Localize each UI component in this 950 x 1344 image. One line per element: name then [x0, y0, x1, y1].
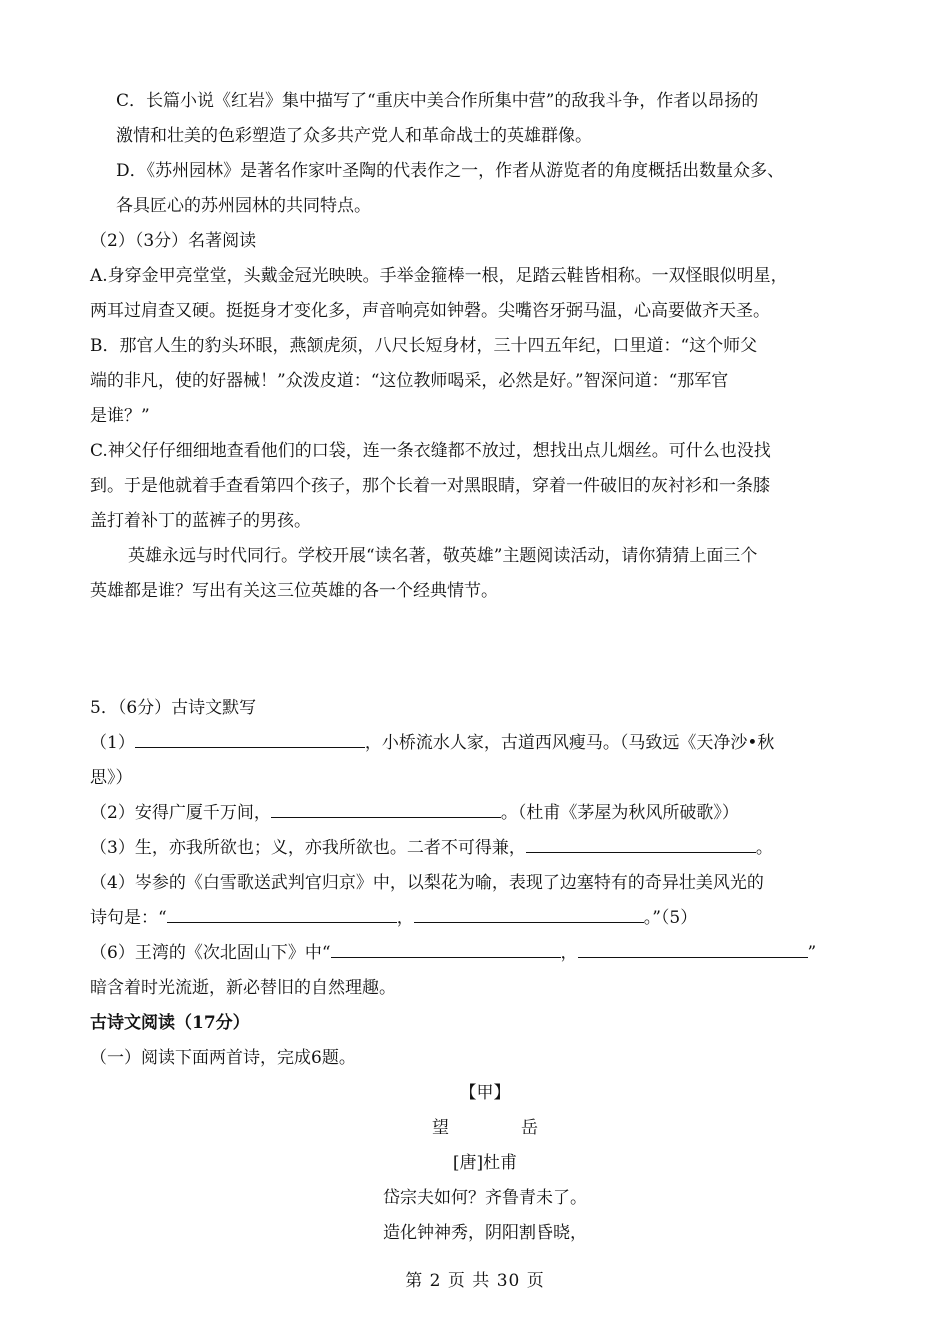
poem-label: 【甲】 [459, 1083, 511, 1103]
passage-c-line-1: C.神父仔仔细细地查看他们的口袋，连一条衣缝都不放过，想找出点儿烟丝。可什么也没找 [90, 441, 771, 461]
passage-a-line-1: A.身穿金甲亮堂堂，头戴金冠光映映。手举金箍棒一根，足踏云鞋皆相称。一双怪眼似明星， [90, 266, 788, 286]
option-c-line-1: C．长篇小说《红岩》集中描写了“重庆中美合作所集中营”的敌我斗争，作者以昂扬的 [116, 91, 759, 111]
poem-verse-1: 岱宗夫如何？齐鲁青未了。 [383, 1188, 587, 1208]
recitation-item-4: （4）岑参的《白雪歌送武判官归京》中，以梨花为喻，表现了边塞特有的奇异壮美风光的 [90, 873, 764, 893]
answer-blank-2[interactable] [271, 799, 501, 818]
question-prompt-line-2: 英雄都是谁？写出有关这三位英雄的各一个经典情节。 [90, 581, 498, 601]
page-footer: 第 2 页 共 30 页 [405, 1271, 545, 1291]
question-2-header: （2）（3分）名著阅读 [90, 231, 257, 251]
answer-blank-4b[interactable] [414, 904, 644, 923]
answer-blank-6a[interactable] [331, 939, 561, 958]
reading-intro: （一）阅读下面两首诗，完成6题。 [90, 1048, 356, 1068]
answer-blank-4a[interactable] [167, 904, 397, 923]
poem-author: [唐]杜甫 [452, 1153, 518, 1173]
document-page [90, 84, 880, 1251]
item-6-mid: ， [560, 943, 578, 963]
section-title: 古诗文阅读（17分） [90, 1013, 250, 1033]
item-4-mid: ， [396, 908, 414, 928]
question-prompt-line-1: 英雄永远与时代同行。学校开展“读名著，敬英雄”主题阅读活动，请你猜猜上面三个 [128, 546, 758, 566]
item-3-suffix: 。 [755, 838, 773, 858]
item-3-prefix: （3）生，亦我所欲也；义，亦我所欲也。二者不可得兼， [90, 838, 526, 858]
recitation-item-3 [90, 831, 880, 866]
poem-title-char-2: 岳 [521, 1118, 538, 1138]
recitation-item-6 [90, 936, 880, 971]
recitation-item-4-cont [90, 901, 880, 936]
poem-verse-2: 造化钟神秀，阴阳割昏晓， [383, 1223, 587, 1243]
recitation-item-2 [90, 796, 880, 831]
item-6-prefix: （6）王湾的《次北固山下》中“ [90, 943, 331, 963]
item-2-prefix: （2）安得广厦千万间， [90, 803, 271, 823]
recitation-item-1 [90, 726, 880, 761]
passage-b-line-3: 是谁？” [90, 406, 150, 426]
passage-a-line-2: 两耳过肩查又硬。挺挺身才变化多，声音响亮如钟磬。尖嘴咨牙弼马温，心高要做齐天圣。 [90, 301, 770, 321]
answer-blank-6b[interactable] [578, 939, 808, 958]
option-d-line-1: D．《苏州园林》是著名作家叶圣陶的代表作之一，作者从游览者的角度概括出数量众多、 [116, 161, 785, 181]
question-5-header: 5．（6分）古诗文默写 [90, 698, 257, 718]
poem-title [90, 1111, 880, 1146]
passage-c-line-3: 盖打着补丁的蓝裤子的男孩。 [90, 511, 311, 531]
option-d-line-2: 各具匠心的苏州园林的共同特点。 [116, 196, 371, 216]
passage-b-line-2: 端的非凡，使的好器械！”众泼皮道：“这位教师喝采，必然是好。”智深问道：“那军官 [90, 371, 729, 391]
answer-blank-3[interactable] [526, 834, 756, 853]
item-1-suffix: ，小桥流水人家，古道西风瘦马。（马致远《天净沙•秋 [364, 733, 775, 753]
item-4-prefix: 诗句是：“ [90, 908, 167, 928]
recitation-item-1-cont: 思》） [90, 768, 133, 788]
item-4-suffix: 。”（5） [643, 908, 698, 928]
answer-blank-1[interactable] [135, 729, 365, 748]
option-c-line-2: 激情和壮美的色彩塑造了众多共产党人和革命战士的英雄群像。 [116, 126, 592, 146]
item-1-prefix: （1） [90, 733, 135, 753]
recitation-item-6-cont: 暗含着时光流逝，新必替旧的自然理趣。 [90, 978, 396, 998]
item-2-suffix: 。（杜甫《茅屋为秋风所破歌》） [500, 803, 739, 823]
answer-space [90, 609, 880, 691]
passage-c-line-2: 到。于是他就着手查看第四个孩子，那个长着一对黑眼睛，穿着一件破旧的灰衬衫和一条膝 [90, 476, 770, 496]
passage-b-line-1: B．那官人生的豹头环眼，燕颔虎须，八尺长短身材，三十四五年纪，口里道：“这个师父 [90, 336, 758, 356]
item-6-suffix: ” [807, 943, 817, 963]
poem-title-char-1: 望 [432, 1118, 449, 1138]
